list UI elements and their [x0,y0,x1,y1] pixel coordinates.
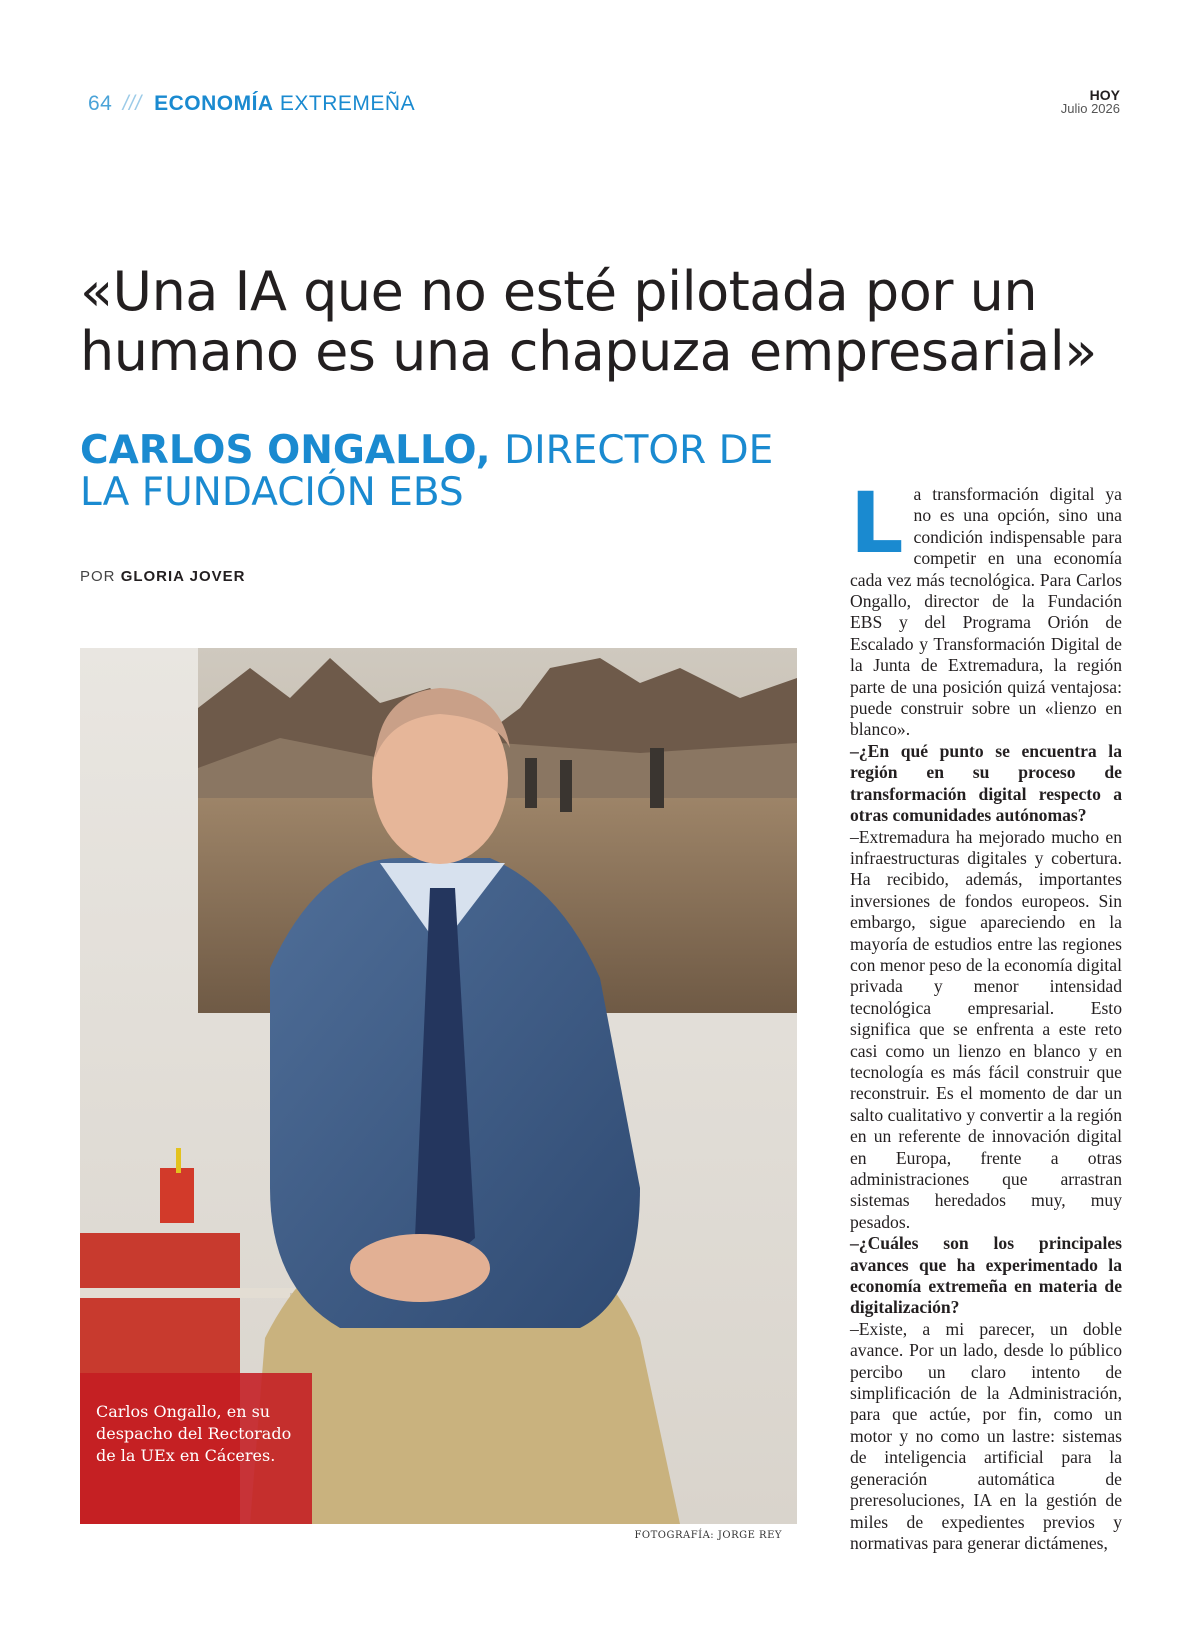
byline [80,568,245,585]
page-number: 64 [88,92,113,115]
drop-cap: L [850,474,904,572]
article-headline: «Una IA que no esté pilotada por un humano es una chapuza empresarial» [80,260,1097,383]
interviewee-role: DIRECTOR DE LA FUNDACIÓN EBS [80,428,774,515]
byline-prefix: POR [80,568,116,585]
section-header [88,92,415,116]
intro-text: a transformación digital ya no es una opción, sino una condición indispensable para competir en una economía cada vez más tecnológica. Para Carlos Ongallo, director de la Fundación EBS y del Programa Orión de Escalado y Transformación Digital de la Junta de Extremadura, la región parte de una posición quizá ventajosa: puede construir sobre un «lienzo en blanco». [850,484,1122,740]
photo-caption [80,1373,312,1524]
section-title-light: EXTREMEÑA [279,92,416,115]
question-1: –¿En qué punto se encuentra la región en su proceso de transformación digital respecto a otras comunidades autónomas? [850,740,1122,826]
question-2: –¿Cuáles son los principales avances que ha experimentado la economía extremeña en materia de digitalización? [850,1233,1122,1318]
photo-credit: FOTOGRAFÍA: JORGE REY [634,1530,782,1541]
publication-name: HOY [1089,87,1120,103]
intro-paragraph [850,474,1122,741]
article-body [850,474,1122,1554]
section-separator: /// [122,92,142,115]
publication-date: Julio 2026 [1060,101,1120,116]
interviewee-name: CARLOS ONGALLO, [80,428,491,473]
publication-info [1061,88,1120,116]
article-subhead [80,430,800,514]
section-title-bold: ECONOMÍA [154,92,274,115]
photo-caption-text: Carlos Ongallo, en su despacho del Rectorado de la UEx en Cáceres. [96,1402,292,1465]
answer-1: –Extremadura ha mejorado mucho en infraestructuras digitales y cobertura. Ha recibido, además, importantes inversiones de fondos europeos. Sin embargo, sigue apareciendo en la mayoría de estudios entre las regiones con menor peso de la economía digital privada y menor intensidad tecnológica empresarial. Esto significa que se enfrenta a este reto casi como un lienzo en blanco y en tecnología es más fácil construir que reconstruir. Es el momento de dar un salto cualitativo y convertir a la región en un referente de innovación digital en Europa, frente a otras administraciones que arrastran sistemas heredados muy, muy pesados. [850,826,1122,1232]
answer-2: –Existe, a mi parecer, un doble avance. Por un lado, desde lo público percibo un claro intento de simplificación de la Administración, para que actúe, por fin, como un motor y no como un lastre: sistemas de inteligencia artificial para la generación automática de preresoluciones, IA en la gestión de miles de expedientes previos y normativas para generar dictámenes, [850,1318,1122,1553]
byline-author: GLORIA JOVER [120,568,246,585]
